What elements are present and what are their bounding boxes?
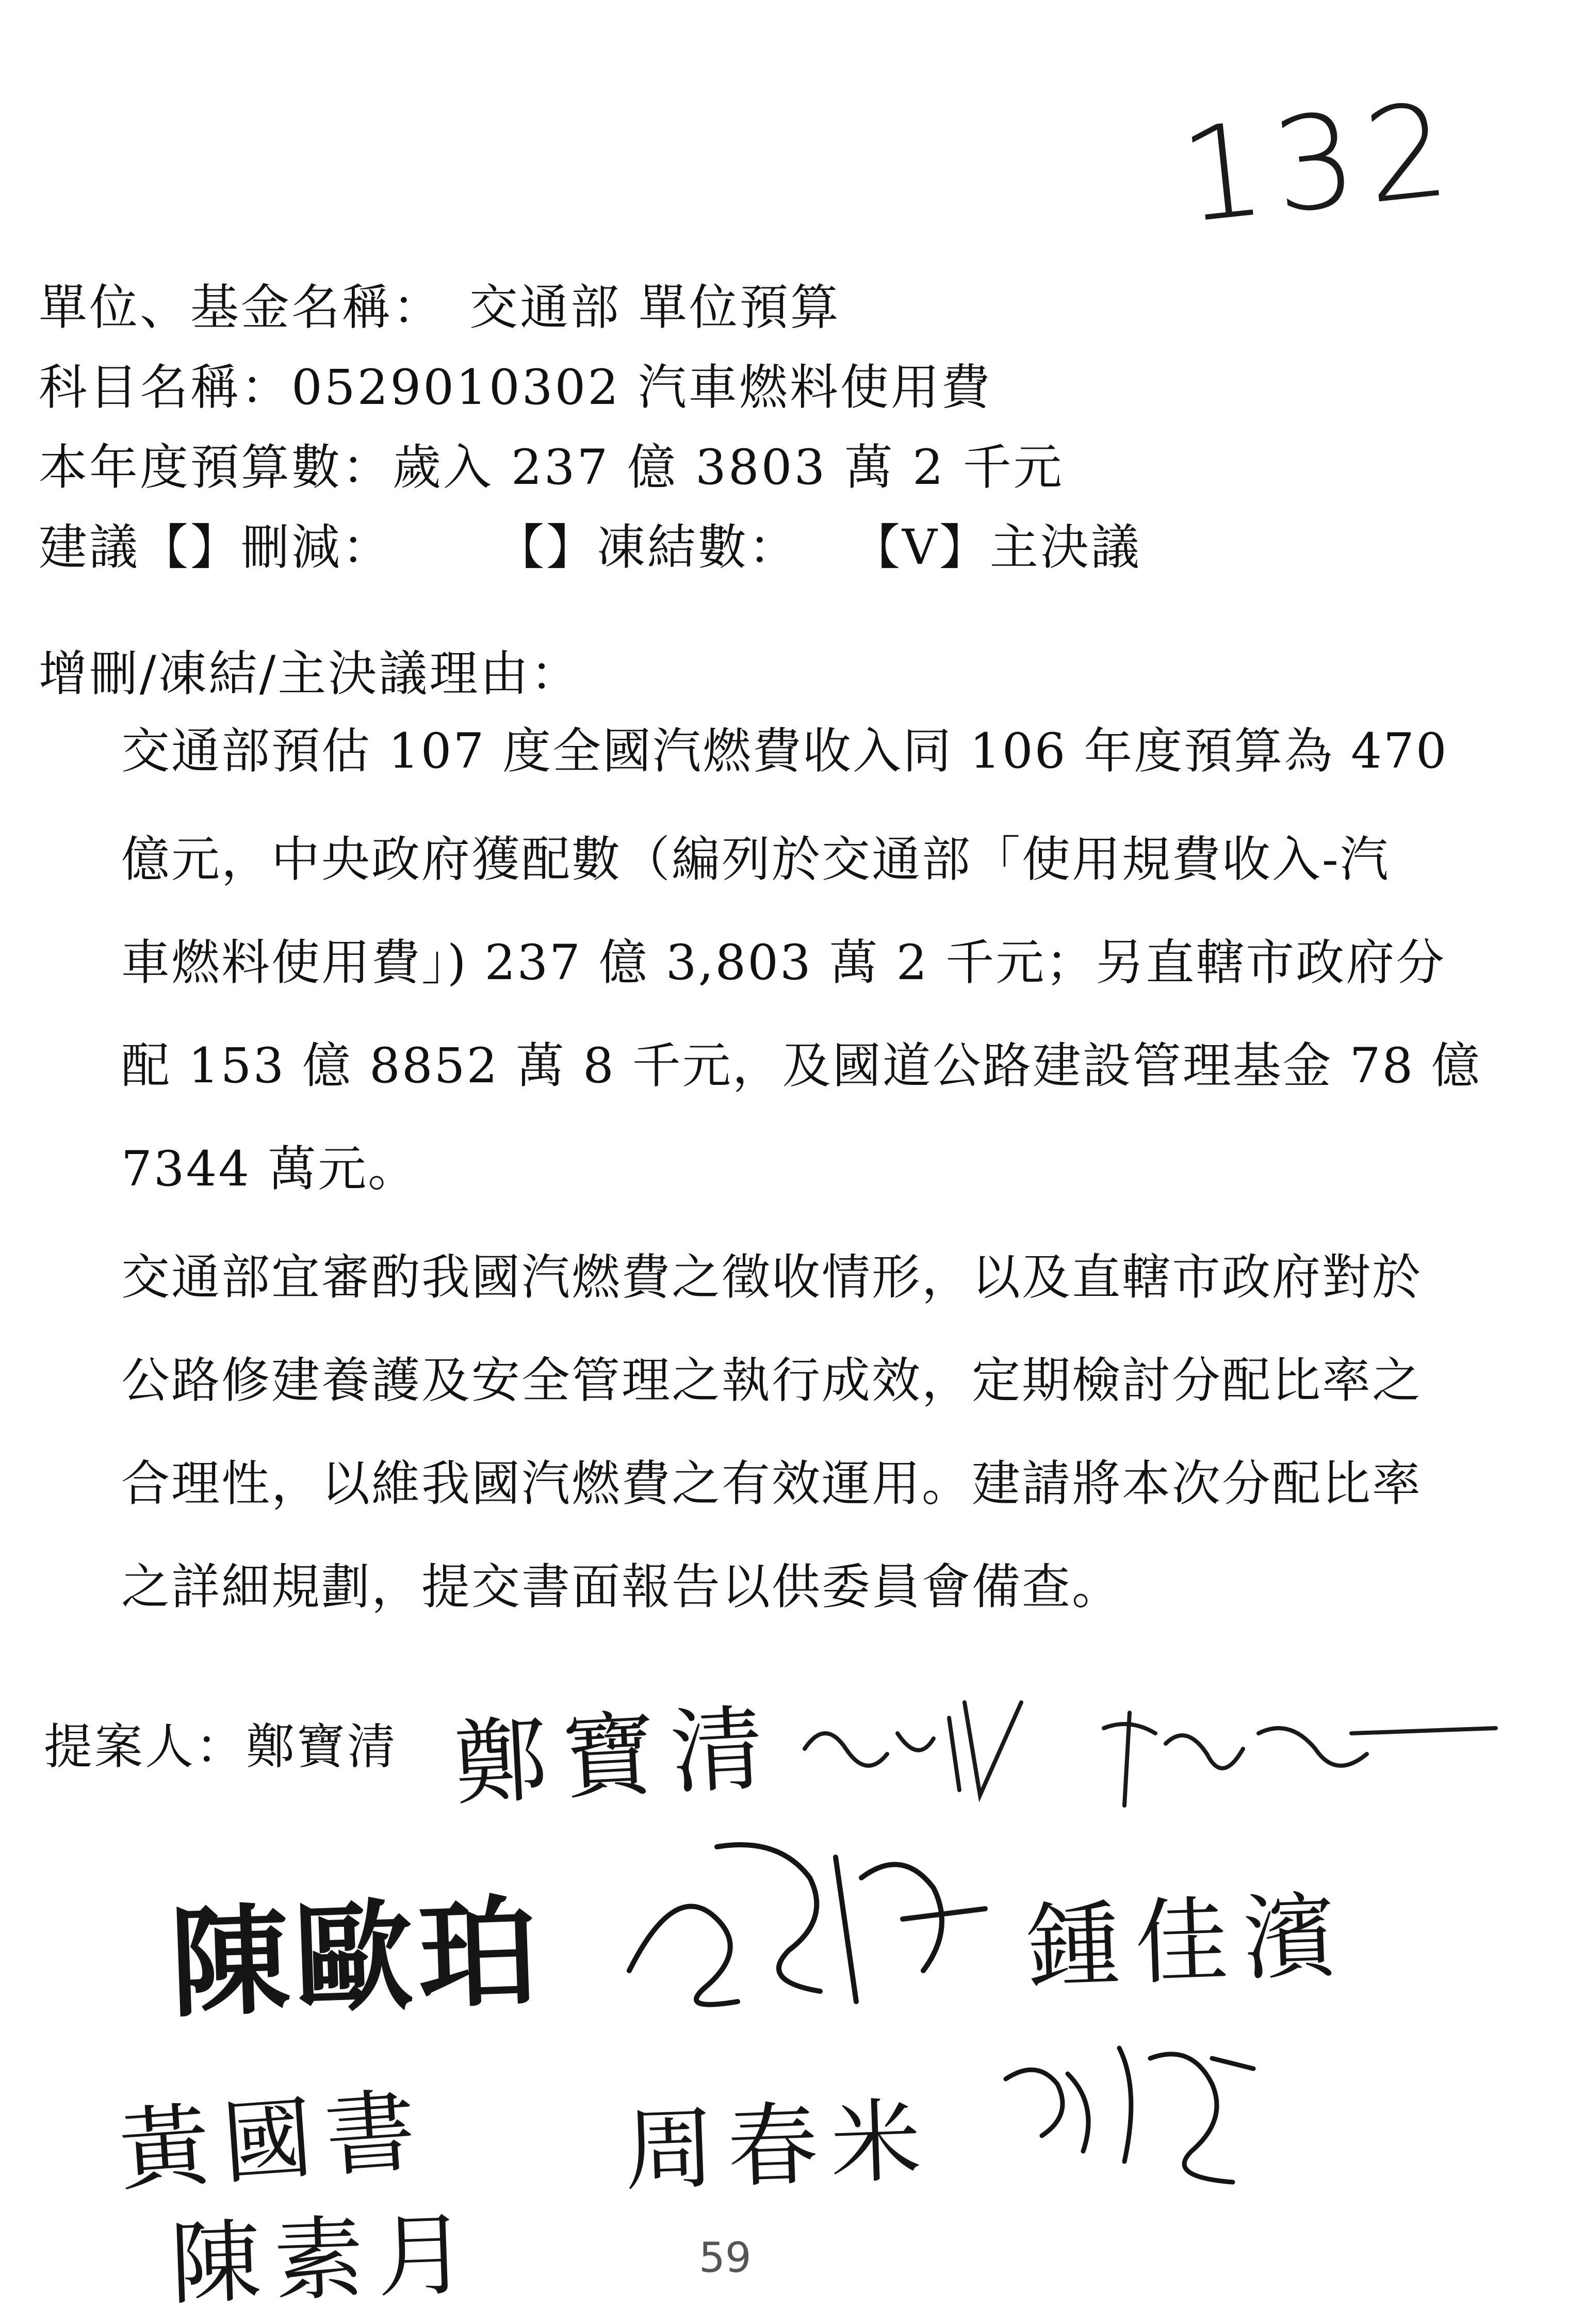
paragraph1-line: 配 153 億 8852 萬 8 千元，及國道公路建設管理基金 78 億 <box>121 1038 1482 1094</box>
scribble-signature-2 <box>995 2027 1284 2198</box>
signature-chen-suyue: 陳素月 <box>169 2202 482 2318</box>
signature-zhong-jiabin: 鍾佳濱 <box>1025 1882 1354 2002</box>
signature-chen-ouboe: 陳歐珀 <box>168 1883 545 2034</box>
signature-zheng: 鄭寶清 <box>451 1694 782 1819</box>
proposal-options: 建議【】刪減： 【】凍結數： 【V】主決議 <box>39 519 1141 576</box>
page-number-handwritten: 132 <box>1174 73 1465 252</box>
paragraph2-line: 之詳細規劃，提交書面報告以供委員會備查。 <box>121 1559 1122 1615</box>
signature-huang-guoshu: 黃國書 <box>116 2078 432 2204</box>
proposer-label: 提案人：鄭寶清 <box>44 1719 398 1775</box>
item-name: 科目名稱：0529010302 汽車燃料使用費 <box>39 360 992 416</box>
signature-zhou-chunmi: 周春米 <box>623 2088 936 2204</box>
paragraph2-line: 合理性，以維我國汽燃費之有效運用。建請將本次分配比率 <box>121 1456 1423 1512</box>
budget-amount: 本年度預算數：歲入 237 億 3803 萬 2 千元 <box>39 440 1064 496</box>
footer-handwritten-number: 59 <box>699 2234 752 2282</box>
paragraph2-line: 公路修建養護及安全管理之執行成效，定期檢討分配比率之 <box>121 1353 1423 1409</box>
reason-label: 增刪/凍結/主決議理由： <box>39 646 581 702</box>
unit-name: 單位、基金名稱： 交通部 單位預算 <box>39 280 841 336</box>
scribble-signature-zhong <box>614 1816 995 2033</box>
paragraph1-line: 交通部預估 107 度全國汽燃費收入同 106 年度預算為 470 <box>121 723 1448 779</box>
paragraph1-line: 車燃料使用費」) 237 億 3,803 萬 2 千元；另直轄市政府分 <box>121 935 1446 991</box>
paragraph2-line: 交通部宜審酌我國汽燃費之徵收情形，以及直轄市政府對於 <box>121 1249 1423 1306</box>
paragraph1-line: 億元，中央政府獲配數（編列於交通部「使用規費收入-汽 <box>121 832 1390 888</box>
scribble-signature <box>794 1671 1516 1816</box>
paragraph1-line: 7344 萬元。 <box>121 1141 418 1197</box>
